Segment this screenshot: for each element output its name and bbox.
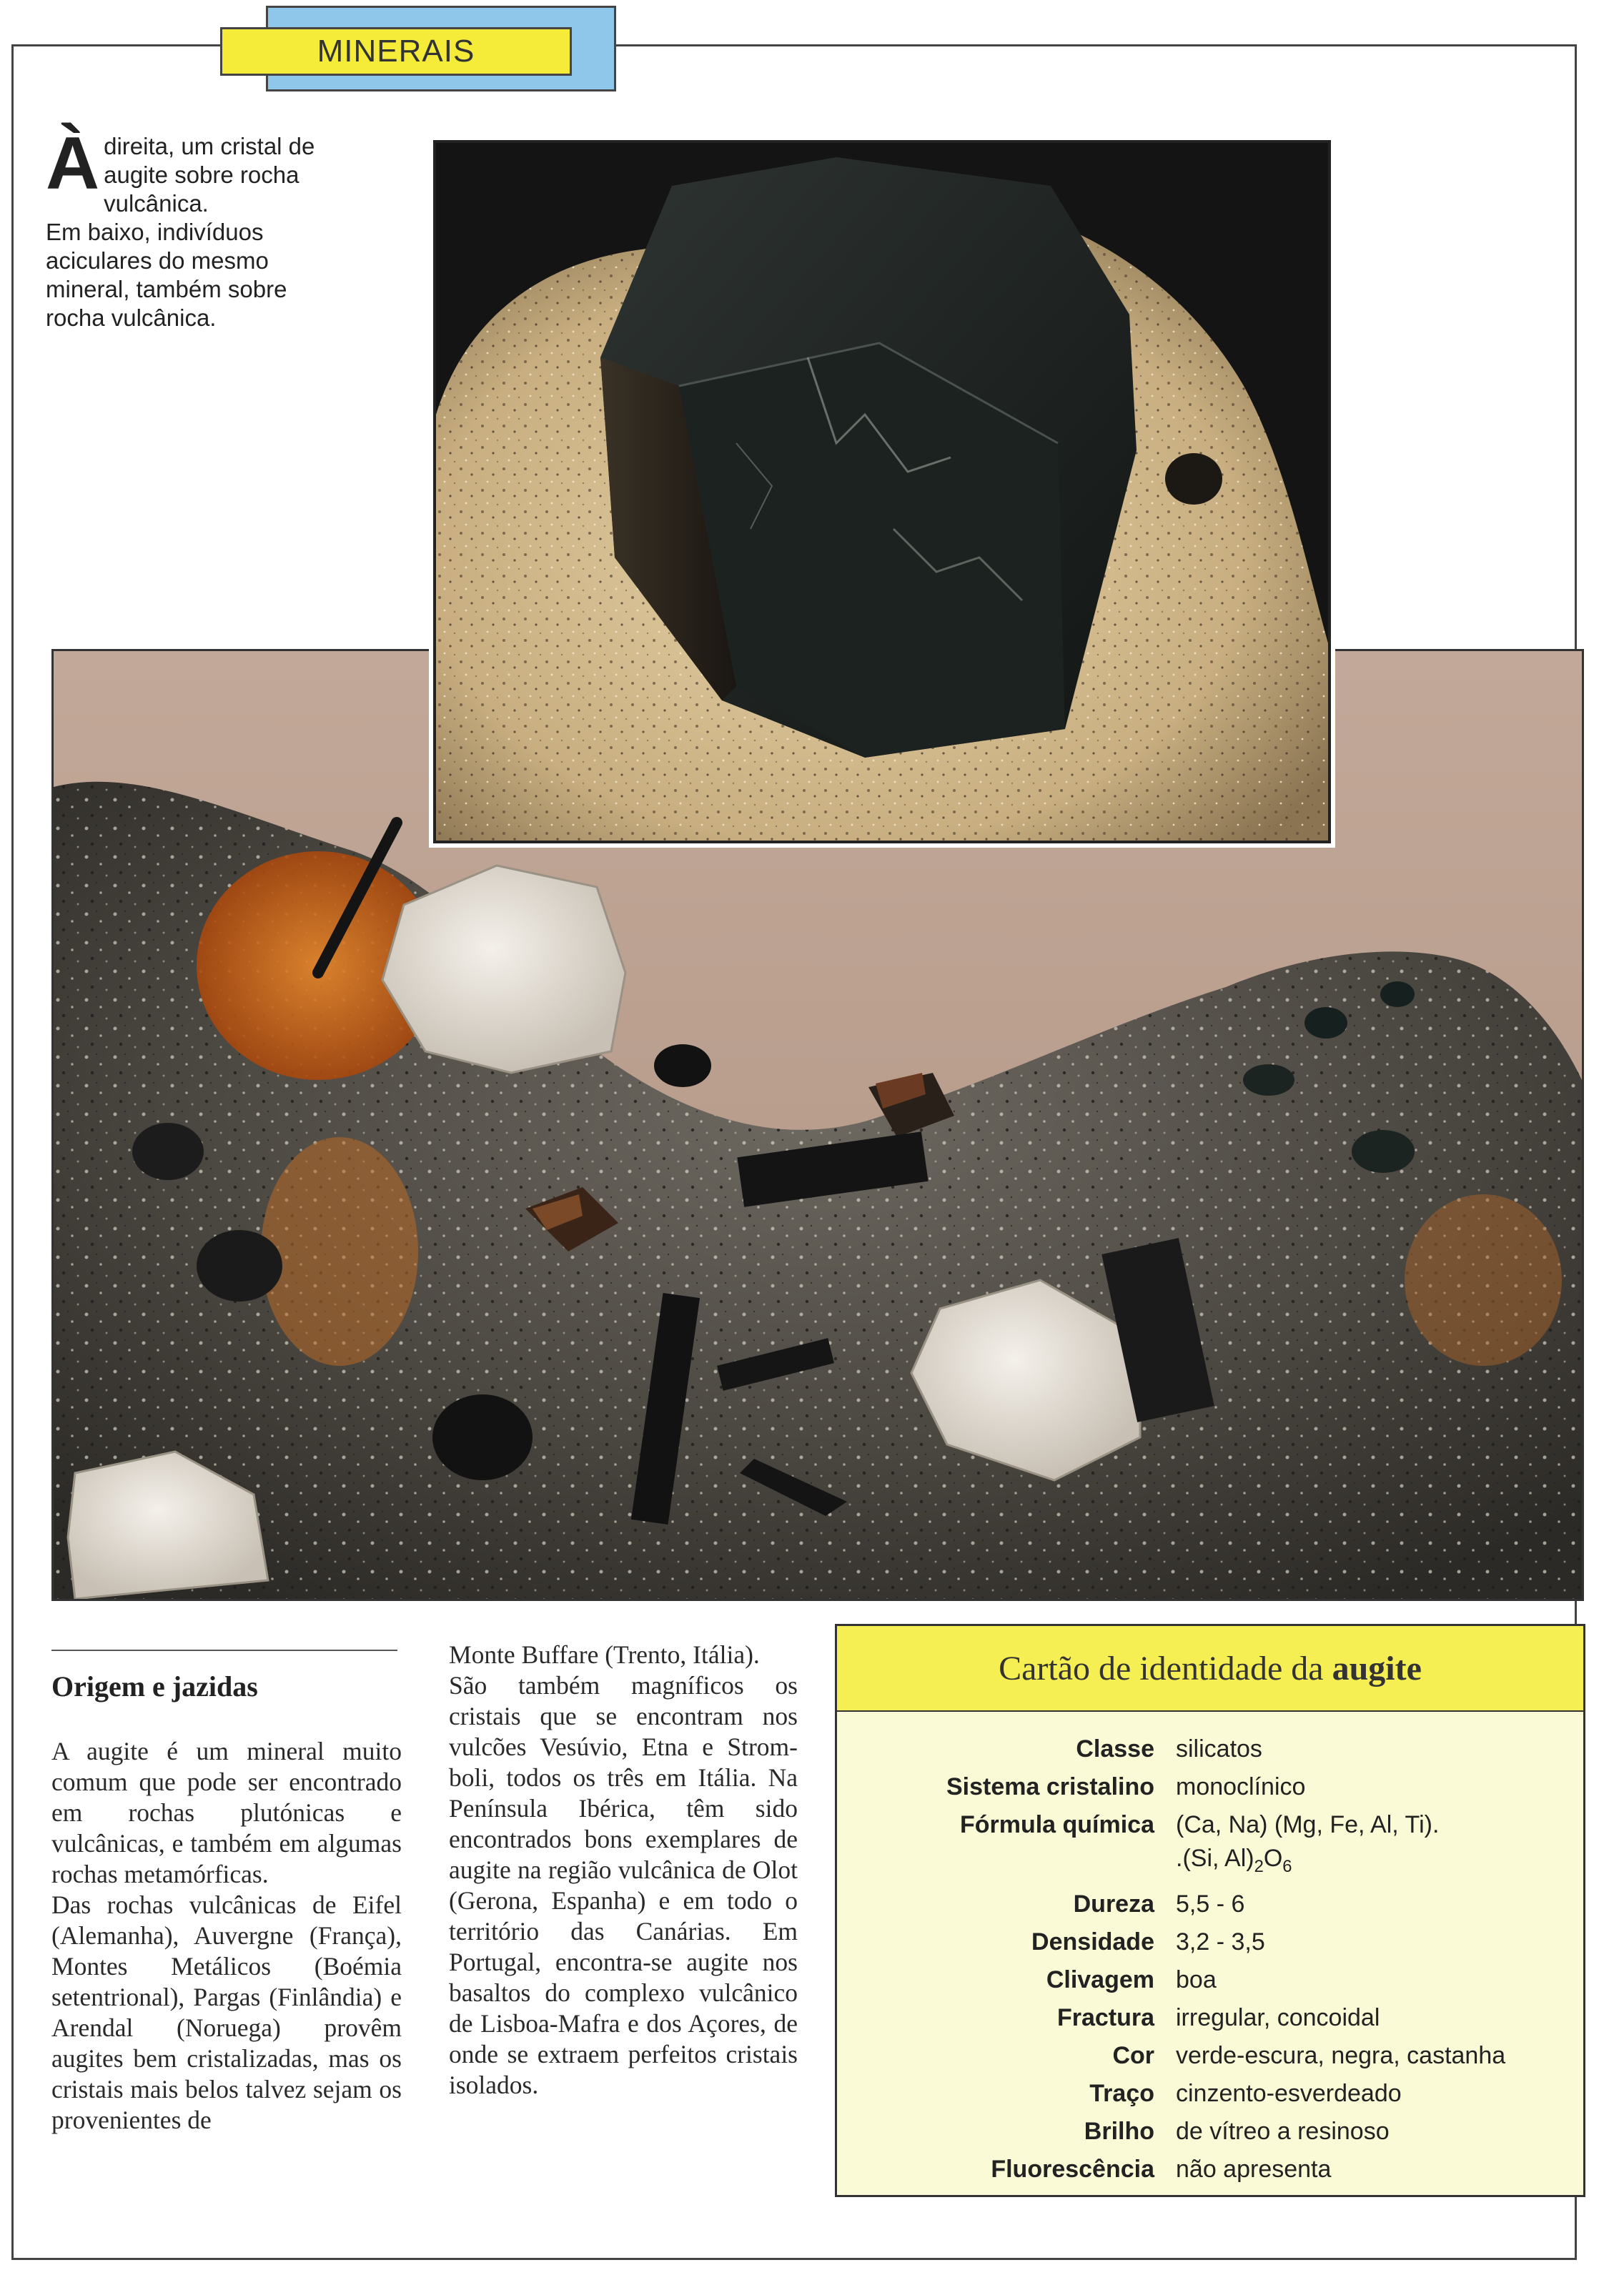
id-row-fractura [837, 1999, 1583, 2037]
id-card-title-mineral: augite [1332, 1649, 1422, 1687]
section-rule [51, 1650, 397, 1651]
id-row-label: Densidade [1031, 1928, 1154, 1956]
caption-text-first: direita, um cristal de augite sobre rocha vulcânica. [104, 133, 315, 217]
id-row-fluorescencia [837, 2151, 1583, 2189]
id-row-label: Cor [1112, 2041, 1154, 2069]
article-column-1 [51, 1670, 402, 2136]
article-paragraph: A augite é um mineral muito comum que pode ser encontrado em rochas plutónicas e vulcânicas, e também em algumas rochas metamórficas. [51, 1737, 402, 1888]
photo-caption [46, 122, 332, 332]
id-row-formula-cont [837, 1840, 1583, 1885]
id-row-value: (Ca, Na) (Mg, Fe, Al, Ti). [1176, 1811, 1440, 1838]
id-row-value: de vítreo a resinoso [1176, 2117, 1390, 2145]
id-card-title-prefix: Cartão de identidade da [999, 1649, 1324, 1687]
id-row-classe [837, 1730, 1583, 1768]
id-row-traco [837, 2075, 1583, 2113]
id-card-title [837, 1626, 1583, 1712]
id-row-label: Brilho [1084, 2117, 1154, 2145]
id-row-label: Classe [1076, 1735, 1154, 1763]
id-row-label: Clivagem [1046, 1966, 1154, 1993]
mineral-id-card [835, 1624, 1585, 2197]
article-column-2 [449, 1640, 798, 2101]
id-row-densidade [837, 1923, 1583, 1961]
article-paragraph: São também magníficos os cristais que se encontram nos vulcões Vesúvio, Etna e Stromboli, todos os três em Itália. Na Península Ibérica, têm sido encontrados bons exemplares de augite na região vulcânica de Olot (Gerona, Espanha) e em todo o território das Canárias. Em Portugal, encontra-se augite nos basaltos do complexo vulcânico de Lisboa-Mafra e dos Açores, de onde se extraem perfeitos cristais isolados. [449, 1671, 798, 2099]
id-row-value: irregular, concoidal [1176, 2003, 1380, 2031]
id-row-label: Fórmula química [959, 1811, 1154, 1838]
photo-augite-crystal [433, 140, 1331, 843]
id-row-value: 5,5 - 6 [1176, 1890, 1245, 1918]
caption-text-second: Em baixo, indivíduos aciculares do mesmo mineral, também sobre rocha vulcânica. [46, 219, 287, 331]
id-row-value: .(Si, $Al)_2O_6$ [1176, 1845, 1292, 1876]
id-row-label: Dureza [1073, 1890, 1154, 1918]
id-row-label: Fluorescência [991, 2155, 1154, 2183]
id-row-dureza [837, 1885, 1583, 1923]
id-row-value: monoclínico [1176, 1773, 1306, 1800]
id-row-label: Traço [1089, 2079, 1154, 2107]
id-row-value: silicatos [1176, 1735, 1262, 1763]
id-row-clivagem [837, 1961, 1583, 1999]
id-row-cor [837, 2037, 1583, 2075]
id-row-value: não apresenta [1176, 2155, 1332, 2183]
id-card-rows [837, 1712, 1583, 2189]
section-heading: Origem e jazidas [51, 1670, 258, 1702]
section-label: MINERAIS [220, 27, 572, 76]
caption-dropcap: À [46, 122, 100, 205]
id-row-value: boa [1176, 1966, 1217, 1993]
id-row-sistema [837, 1768, 1583, 1806]
id-row-value: 3,2 - 3,5 [1176, 1928, 1265, 1956]
article-paragraph: Das rochas vulcânicas de Eifel (Alemanha), Auvergne (França), Montes Metálicos (Boémia setentrional), Pargas (Finlândia) e Arendal (Noruega) provêm augites bem cristalizadas, mas os cristais mais belos talvez sejam os provenientes de [51, 1890, 402, 2134]
id-row-formula [837, 1806, 1583, 1844]
id-row-label: Sistema cristalino [946, 1773, 1154, 1800]
id-row-value: verde-escura, negra, castanha [1176, 2041, 1506, 2069]
photo-augite-crystal-image [436, 143, 1328, 841]
article-paragraph: Monte Buffare (Trento, Itália). [449, 1640, 760, 1669]
id-row-label: Fractura [1056, 2003, 1154, 2031]
id-row-brilho [837, 2113, 1583, 2151]
id-row-value: cinzento-esverdeado [1176, 2079, 1402, 2107]
